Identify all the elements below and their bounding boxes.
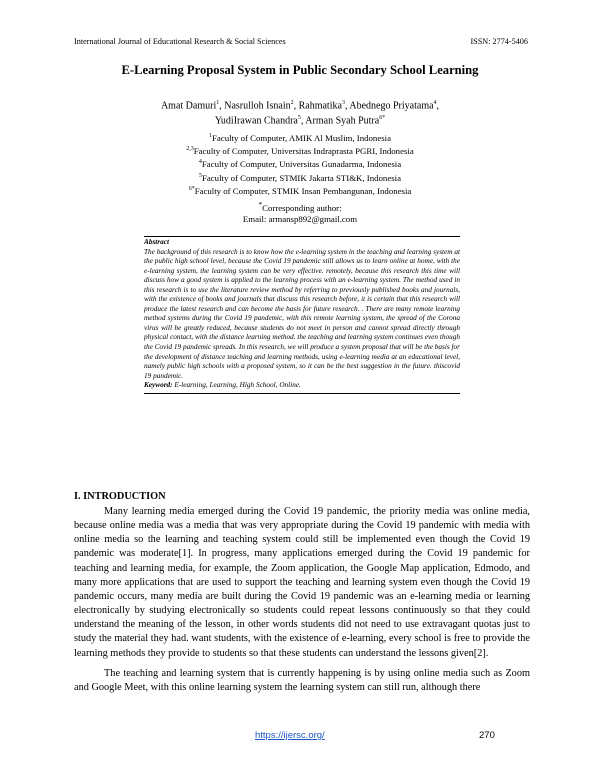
author-sup: 6*: [379, 115, 386, 122]
issn: ISSN: 2774-5406: [470, 37, 528, 46]
corresponding-text: Corresponding author:: [262, 202, 342, 213]
abstract-text: The background of this research is to know how the e-learning system in the teaching and learning system at the public high school level, because the Covid 19 pandemic still allows us to learn online at home, with the e-learning system, the learning system can be very effective. remotely, because this research this time will discuss how a good system is applied to the learning process with an e-learning system. The method used in this research is to use the literature review method by referring to previously published books and journals, with the existence of books and journals that discuss this research before, it is certain that this research will produce the latest research and can become the basis for future research. . There are many remote learning method systems during the Covid 19 pandemic, with this remote learning system, the spread of the Corona virus will be greatly reduced, because students do not meet in person and cannot spread directly through physical contact, with the distance learning method. the teaching and learning system continues even though the Covid 19 pandemic spreads. In this research, we will produce a system proposal that will be the basis for the development of distance teaching and learning methods, using e-learning media at an educational level, namely public high schools with a proposed system, so it can be the best suggestion in the future. thiscovid 19 pandemic.: [144, 247, 460, 380]
corresponding-label: [0, 199, 600, 214]
page-number: 270: [479, 730, 495, 741]
affiliation-text: Faculty of Computer, STMIK Jakarta STI&K, Indonesia: [201, 172, 401, 183]
journal-url-link[interactable]: https://ijersc.org/: [255, 730, 325, 741]
affiliation-text: Faculty of Computer, STMIK Insan Pembangunan, Indonesia: [194, 185, 412, 196]
author-name: Abednego Priyatama: [349, 100, 434, 112]
section-heading: I. INTRODUCTION: [74, 491, 166, 502]
corresponding-author: [0, 199, 600, 226]
affiliation-text: Faculty of Computer, Universitas Gunadarma, Indonesia: [201, 159, 402, 170]
paragraph: The teaching and learning system that is currently happening is by using online media such as Zoom and Google Meet, with this online learning system the learning system can still run, although there: [74, 667, 530, 693]
author-list: Amat Damuri$^1$, Nasrulloh Isnain$^2$, Rahmatika$^3$, Abednego Priyatama$^4$, YudiIrawan Chandra$^5$, Arman Syah Putra$^{6*}$: [160, 100, 440, 127]
affiliation-line: [0, 184, 600, 197]
author-name: Rahmatika: [298, 100, 342, 112]
abstract-box: [144, 236, 460, 394]
journal-name: International Journal of Educational Research & Social Sciences: [74, 37, 286, 46]
affiliations: [0, 131, 600, 197]
affiliation-sup: 2,3: [186, 146, 194, 153]
paper-title: E-Learning Proposal System in Public Secondary School Learning: [121, 63, 479, 77]
affiliation-sup: 6*: [188, 185, 195, 192]
author-sup: 4: [433, 100, 437, 106]
paragraph: Many learning media emerged during the Covid 19 pandemic, the priority media was online media, because online media was a media that was very appropriate during the Covid 19 pandemic with media with online media so the learning and teaching system could still be implemented even though the Covid 19 pandemic was moderate[1]. In progress, many applications emerged during the Covid 19 pandemic for teaching and learning media, for example, the Zoom application, the Google Map application, Edmodo, and many more applications that are used to support the teaching and learning system even though the Covid 19 pandemic occurs, many media are built during the Covid 19 pandemic was an e-learning media or learning electronically by studying electronically so students could repeat lessons continuously so that they could understand the meaning of the lesson, in other words students did not need to use extravagant quotas just to study the material they had. want students, with the existence of e-learning, every school is free to provide the learning methods they provide to students so that these students can understand the lessons given[2].: [74, 506, 530, 659]
author-name: Amat Damuri: [160, 100, 217, 112]
affiliation-line: [0, 171, 600, 184]
author-sup: 1: [216, 100, 220, 106]
author-sup: 3: [341, 100, 345, 106]
abstract-title: Abstract: [144, 238, 169, 246]
affiliation-text: Faculty of Computer, Universitas Indraprasta PGRI, Indonesia: [193, 146, 414, 157]
affiliation-text: Faculty of Computer, AMIK Al Muslim, Indonesia: [212, 132, 391, 143]
affiliation-line: [0, 157, 600, 170]
author-name: Nasrulloh Isnain: [224, 100, 291, 112]
keywords: [144, 381, 460, 391]
affiliation-line: [0, 131, 600, 144]
author-sup: 2: [290, 100, 294, 106]
affiliation-sup: 1: [209, 133, 212, 139]
author-sup: 5: [297, 115, 301, 122]
keywords-text: E-learning, Learning, High School, Online.: [172, 381, 301, 390]
body-text: [74, 505, 530, 701]
affiliation-sup: 4: [198, 159, 202, 166]
keywords-label: Keyword:: [144, 381, 173, 390]
affiliation-sup: 5: [198, 172, 202, 179]
corresponding-email: Email: armansp892@gmail.com: [242, 214, 358, 225]
author-name: YudiIrawan Chandra: [214, 115, 298, 127]
author-name: Arman Syah Putra: [305, 115, 380, 127]
affiliation-line: [0, 144, 600, 157]
corresponding-mark: *: [258, 200, 263, 209]
